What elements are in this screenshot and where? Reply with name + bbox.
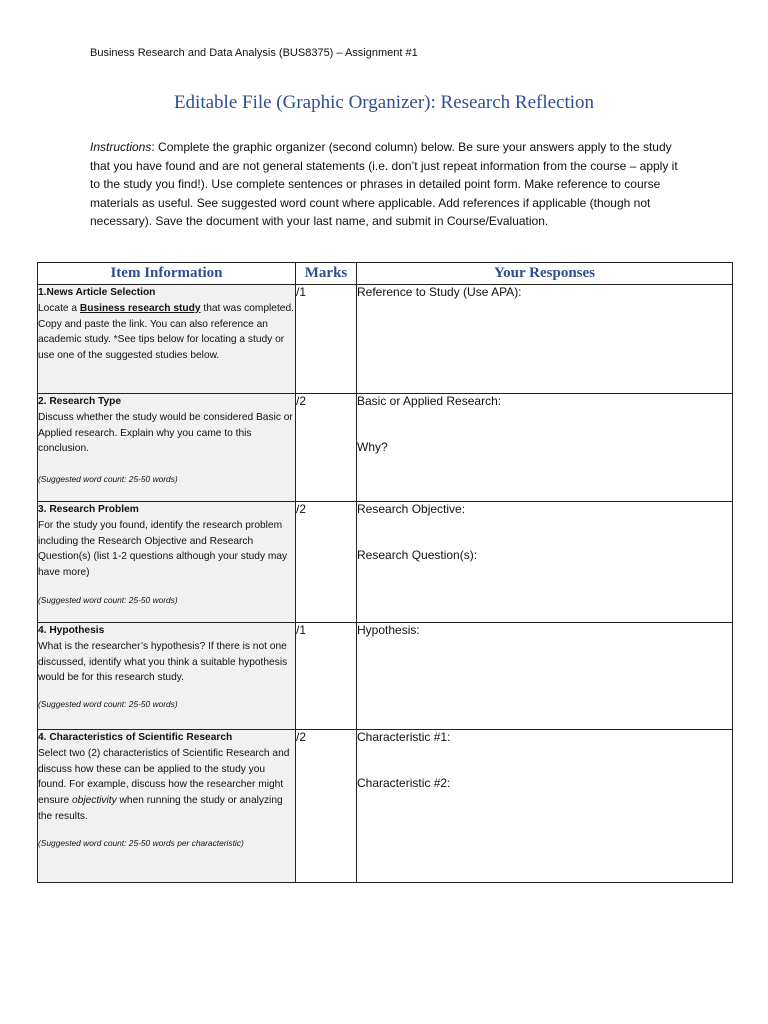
response-prompt: Characteristic #2: <box>357 776 451 790</box>
item-description <box>38 746 295 825</box>
response-cell[interactable] <box>357 730 733 883</box>
document-title: Editable File (Graphic Organizer): Research Reflection <box>173 92 595 113</box>
item-title: 1.News Article Selection <box>38 287 156 298</box>
item-title: 2. Research Type <box>38 396 122 407</box>
item-description-text: that was completed. Copy and paste the link. You can also reference an academic study. *See tips below for locating a study or use one of the suggested studies below. <box>38 302 294 362</box>
item-description <box>38 301 295 364</box>
suggested-word-count: (Suggested word count: 25-50 words) <box>38 699 178 710</box>
table-row <box>38 285 733 394</box>
response-prompt: Research Objective: <box>357 502 466 516</box>
item-description: What is the researcher’s hypothesis? If there is not one discussed, identify what you think a suitable hypothesis would be for this research study. <box>38 640 288 684</box>
item-description: For the study you found, identify the research problem including the Research Objective and Research Question(s) (list 1-2 questions although your study may have more) <box>38 519 288 579</box>
table-row <box>38 502 733 623</box>
response-cell[interactable] <box>357 502 733 623</box>
marks-cell: /1 <box>296 285 357 394</box>
header-item-information: Item Information <box>38 263 296 285</box>
item-description-text: Locate a <box>38 302 80 314</box>
instructions-paragraph <box>90 138 690 231</box>
response-cell[interactable] <box>357 623 733 730</box>
instructions-label: Instructions <box>90 140 152 154</box>
course-header: Business Research and Data Analysis (BUS8375) – Assignment #1 <box>90 47 418 59</box>
item-information-cell <box>38 502 296 623</box>
table-row <box>38 394 733 502</box>
item-information-cell <box>38 394 296 502</box>
response-cell[interactable] <box>357 285 733 394</box>
table-header-row <box>38 263 733 285</box>
marks-cell: /1 <box>296 623 357 730</box>
response-prompt: Characteristic #1: <box>357 730 451 744</box>
table-row <box>38 730 733 883</box>
marks-cell: /2 <box>296 730 357 883</box>
suggested-word-count: (Suggested word count: 25-50 words per characteristic) <box>38 837 244 848</box>
response-prompt: Research Question(s): <box>357 548 478 562</box>
graphic-organizer-table <box>37 262 733 883</box>
table-row <box>38 623 733 730</box>
response-prompt: Reference to Study (Use APA): <box>357 285 522 299</box>
suggested-word-count: (Suggested word count: 25-50 words) <box>38 594 178 605</box>
item-description-text: when running the study or analyzing the results. <box>38 795 283 822</box>
item-information-cell <box>38 623 296 730</box>
item-title: 3. Research Problem <box>38 504 139 515</box>
header-your-responses: Your Responses <box>357 263 733 285</box>
suggested-word-count: (Suggested word count: 25-50 words) <box>38 474 178 485</box>
item-information-cell <box>38 285 296 394</box>
marks-cell: /2 <box>296 394 357 502</box>
item-description-emphasis: objectivity <box>71 795 117 807</box>
item-title: 4. Characteristics of Scientific Research <box>38 732 233 743</box>
marks-cell: /2 <box>296 502 357 623</box>
item-description-text: Select two (2) characteristics of Scientific Research and discuss how these can be applied to the study you found. For example, discuss how the researcher might ensure <box>38 747 290 807</box>
business-research-study-link[interactable]: Business research study <box>79 302 201 314</box>
item-information-cell <box>38 730 296 883</box>
instructions-text: : Complete the graphic organizer (second column) below. Be sure your answers apply to the study that you have found and are not general statements (i.e. don’t just repeat information from the course – apply it to the study you find!). Use complete sentences or phrases in detailed point form. Make reference to course materials as useful. See suggested word count where applicable. Add references if applicable (though not necessary). Save the document with your last name, and submit in Course/Evaluation. <box>90 140 678 229</box>
response-prompt: Why? <box>357 440 388 454</box>
header-marks: Marks <box>296 263 357 285</box>
item-title: 4. Hypothesis <box>38 625 105 636</box>
response-prompt: Basic or Applied Research: <box>357 394 502 408</box>
response-cell[interactable] <box>357 394 733 502</box>
item-description: Discuss whether the study would be considered Basic or Applied research. Explain why you came to this conclusion. <box>38 411 293 455</box>
response-prompt: Hypothesis: <box>357 623 420 637</box>
